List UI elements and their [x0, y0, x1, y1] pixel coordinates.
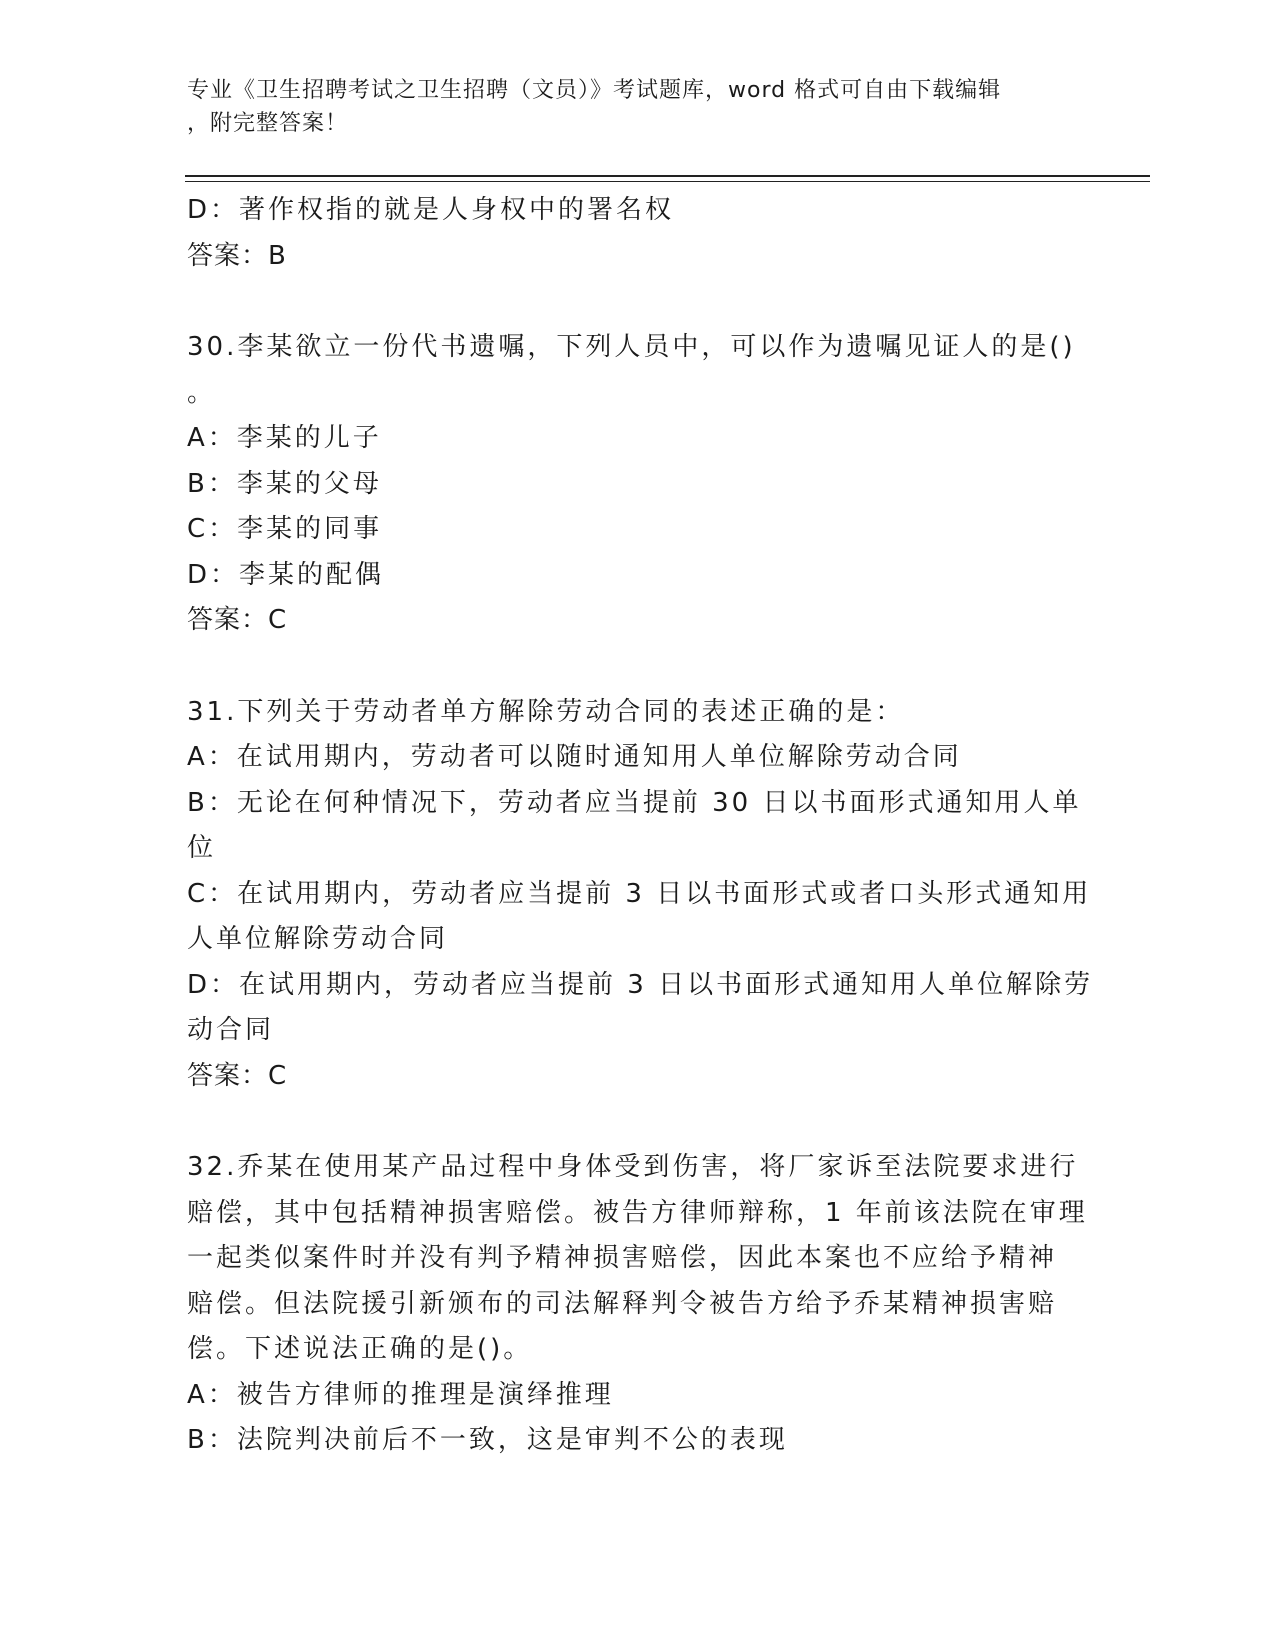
- question-stem-cont: 赔偿，其中包括精神损害赔偿。被告方律师辩称，1 年前该法院在审理: [187, 1197, 1088, 1228]
- spacer: [187, 279, 1087, 325]
- question-stem-cont: 偿。下述说法正确的是()。: [187, 1334, 533, 1364]
- spacer: [187, 1099, 1087, 1145]
- option-c: C：李某的同事: [187, 514, 383, 544]
- header-line-2: ，附完整答案！: [187, 111, 349, 136]
- option-b: B：无论在何种情况下，劳动者应当提前 30 日以书面形式通知用人单: [187, 787, 1082, 818]
- option-b: B：法院判决前后不一致，这是审判不公的表现: [187, 1425, 788, 1455]
- answer: 答案：C: [187, 1060, 288, 1091]
- option-c-cont: 人单位解除劳动合同: [187, 924, 449, 954]
- option-d: D：李某的配偶: [187, 559, 385, 590]
- question-stem: 32.乔某在使用某产品过程中身体受到伤害，将厂家诉至法院要求进行: [187, 1152, 1079, 1182]
- option-d: D：著作权指的就是人身权中的署名权: [187, 195, 675, 225]
- question-30: [187, 325, 1087, 644]
- question-stem-cont: 。: [187, 377, 217, 408]
- option-d-cont: 动合同: [187, 1015, 275, 1045]
- header-divider-thin: [185, 181, 1150, 182]
- question-stem: 31.下列关于劳动者单方解除劳动合同的表述正确的是：: [187, 696, 905, 727]
- question-29-tail: [187, 188, 1087, 279]
- question-stem-cont: 一起类似案件时并没有判予精神损害赔偿，因此本案也不应给予精神: [187, 1243, 1058, 1273]
- answer: 答案：B: [187, 240, 287, 271]
- question-content: [187, 188, 1094, 1464]
- question-32: [187, 1145, 1087, 1464]
- question-31: [187, 690, 1094, 1100]
- question-stem-cont: 赔偿。但法院援引新颁布的司法解释判令被告方给予乔某精神损害赔: [187, 1288, 1058, 1319]
- option-c: C：在试用期内，劳动者应当提前 3 日以书面形式或者口头形式通知用: [187, 878, 1092, 909]
- spacer: [187, 644, 1087, 690]
- page-header: [187, 74, 1087, 140]
- option-d: D：在试用期内，劳动者应当提前 3 日以书面形式通知用人单位解除劳: [187, 969, 1094, 1000]
- header-divider-thick: [185, 175, 1150, 177]
- answer: 答案：C: [187, 605, 288, 635]
- header-line-1: 专业《卫生招聘考试之卫生招聘（文员）》考试题库，word 格式可自由下载编辑: [187, 78, 1002, 103]
- option-a: A：被告方律师的推理是演绎推理: [187, 1379, 614, 1410]
- question-stem: 30.李某欲立一份代书遗嘱，下列人员中，可以作为遗嘱见证人的是(): [187, 332, 1076, 362]
- option-b-cont: 位: [187, 833, 217, 863]
- option-a: A：李某的儿子: [187, 423, 382, 453]
- option-b: B：李某的父母: [187, 468, 382, 499]
- option-a: A：在试用期内，劳动者可以随时通知用人单位解除劳动合同: [187, 742, 962, 772]
